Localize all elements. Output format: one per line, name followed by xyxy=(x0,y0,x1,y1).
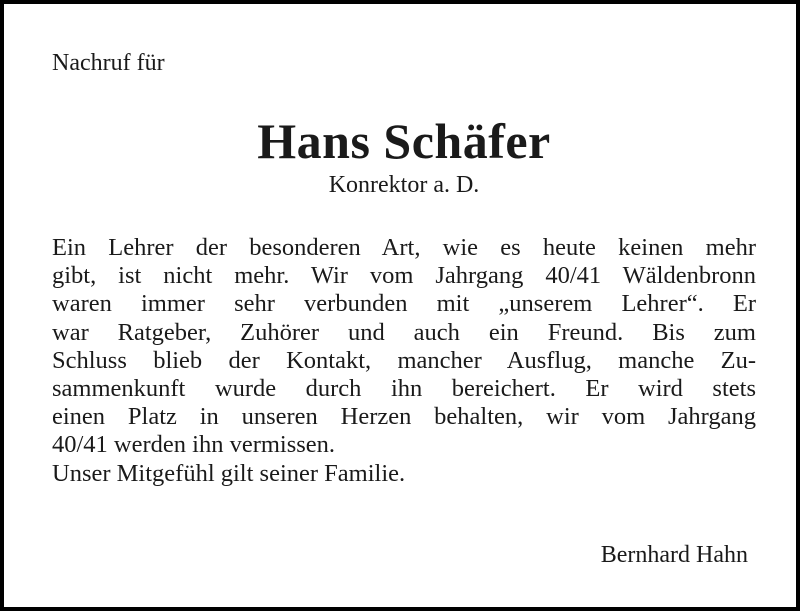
body-line: sammenkunft wurde durch ihn bereichert. Er wird stets xyxy=(52,374,756,402)
deceased-title: Konrektor a. D. xyxy=(328,172,480,198)
body-line: Unser Mitgefühl gilt seiner Familie. xyxy=(52,459,406,487)
body-line: war Ratgeber, Zuhörer und auch ein Freund. Bis zum xyxy=(52,318,756,346)
intro-text: Nachruf für xyxy=(52,50,165,76)
body-line: 40/41 werden ihn vermissen. xyxy=(52,431,336,459)
body-line: einen Platz in unseren Herzen behalten, wir vom Jahrgang xyxy=(52,403,756,431)
deceased-name: Hans Schäfer xyxy=(257,113,551,169)
obituary-body xyxy=(52,234,756,488)
body-line: gibt, ist nicht mehr. Wir vom Jahrgang 40/41 Wäldenbronn xyxy=(52,262,756,290)
body-line: Schluss blieb der Kontakt, mancher Ausflug, manche Zu- xyxy=(52,346,756,374)
body-line: waren immer sehr verbunden mit „unserem Lehrer“. Er xyxy=(52,290,756,318)
body-line: Ein Lehrer der besonderen Art, wie es heute keinen mehr xyxy=(52,234,756,261)
signature: Bernhard Hahn xyxy=(600,542,748,568)
